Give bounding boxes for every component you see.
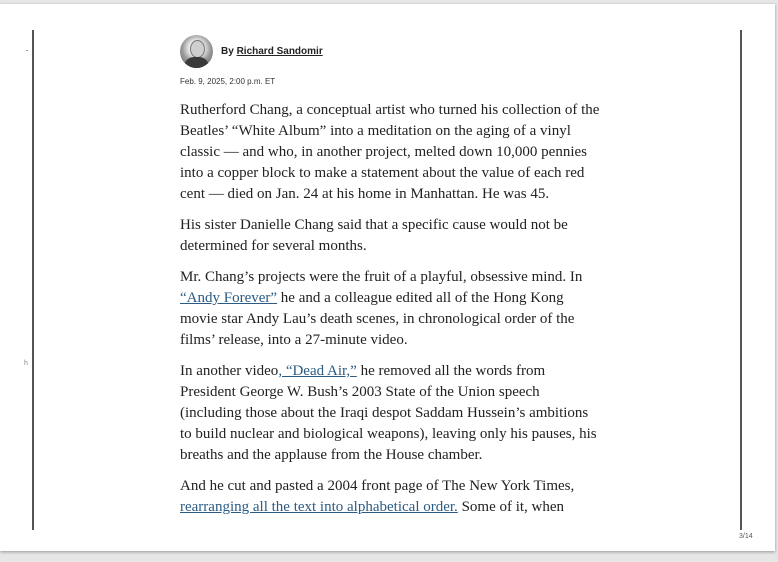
paragraph-3: Mr. Chang’s projects were the fruit of a playful, obsessive mind. In “Andy Forever” he and a colleague edited all of the Hong Kong movie star Andy Lau’s death scenes, in chronological order of the films’ release, into a 27-minute video. <box>180 269 583 348</box>
byline-text <box>221 46 323 57</box>
author-avatar <box>180 35 213 68</box>
page-number: 3/14 <box>739 533 753 540</box>
dateline: Feb. 9, 2025, 2:00 p.m. ET <box>180 77 276 86</box>
paragraph-2: His sister Danielle Chang said that a specific cause would not be determined for several months. <box>180 217 568 254</box>
paragraph-1: Rutherford Chang, a conceptual artist who turned his collection of the Beatles’ “White Album” into a meditation on the aging of a vinyl classic — and who, in another project, melted down 10,000 pennies into a copper block to make a statement about the value of each red cent — died on Jan. 24 at his home in Manhattan. He was 45. <box>180 102 600 202</box>
margin-mark: h <box>24 360 28 367</box>
paragraph-5: And he cut and pasted a 2004 front page of The New York Times, rearranging all the text into alphabetical order. Some of it, when <box>180 478 575 515</box>
right-margin-rule <box>740 30 742 530</box>
andy-forever-link[interactable]: “Andy Forever” <box>180 290 278 306</box>
paragraph-4: In another video, “Dead Air,” he removed all the words from President George W. Bush’s 2003 State of the Union speech (including those about the Iraqi despot Saddam Hussein’s ambitions to build nuclear and biological weapons), leaving only his pauses, his breaths and the applause from the House chamber. <box>180 363 597 463</box>
article-body <box>180 100 602 528</box>
alphabetical-order-link[interactable]: rearranging all the text into alphabetical order. <box>180 499 458 515</box>
byline-prefix: By <box>221 45 234 57</box>
left-margin-rule <box>32 30 34 530</box>
margin-tick <box>26 50 28 51</box>
byline <box>180 34 323 68</box>
document-page <box>0 4 775 551</box>
dead-air-link[interactable]: , “Dead Air,” <box>278 363 357 379</box>
author-link[interactable]: Richard Sandomir <box>236 45 323 57</box>
